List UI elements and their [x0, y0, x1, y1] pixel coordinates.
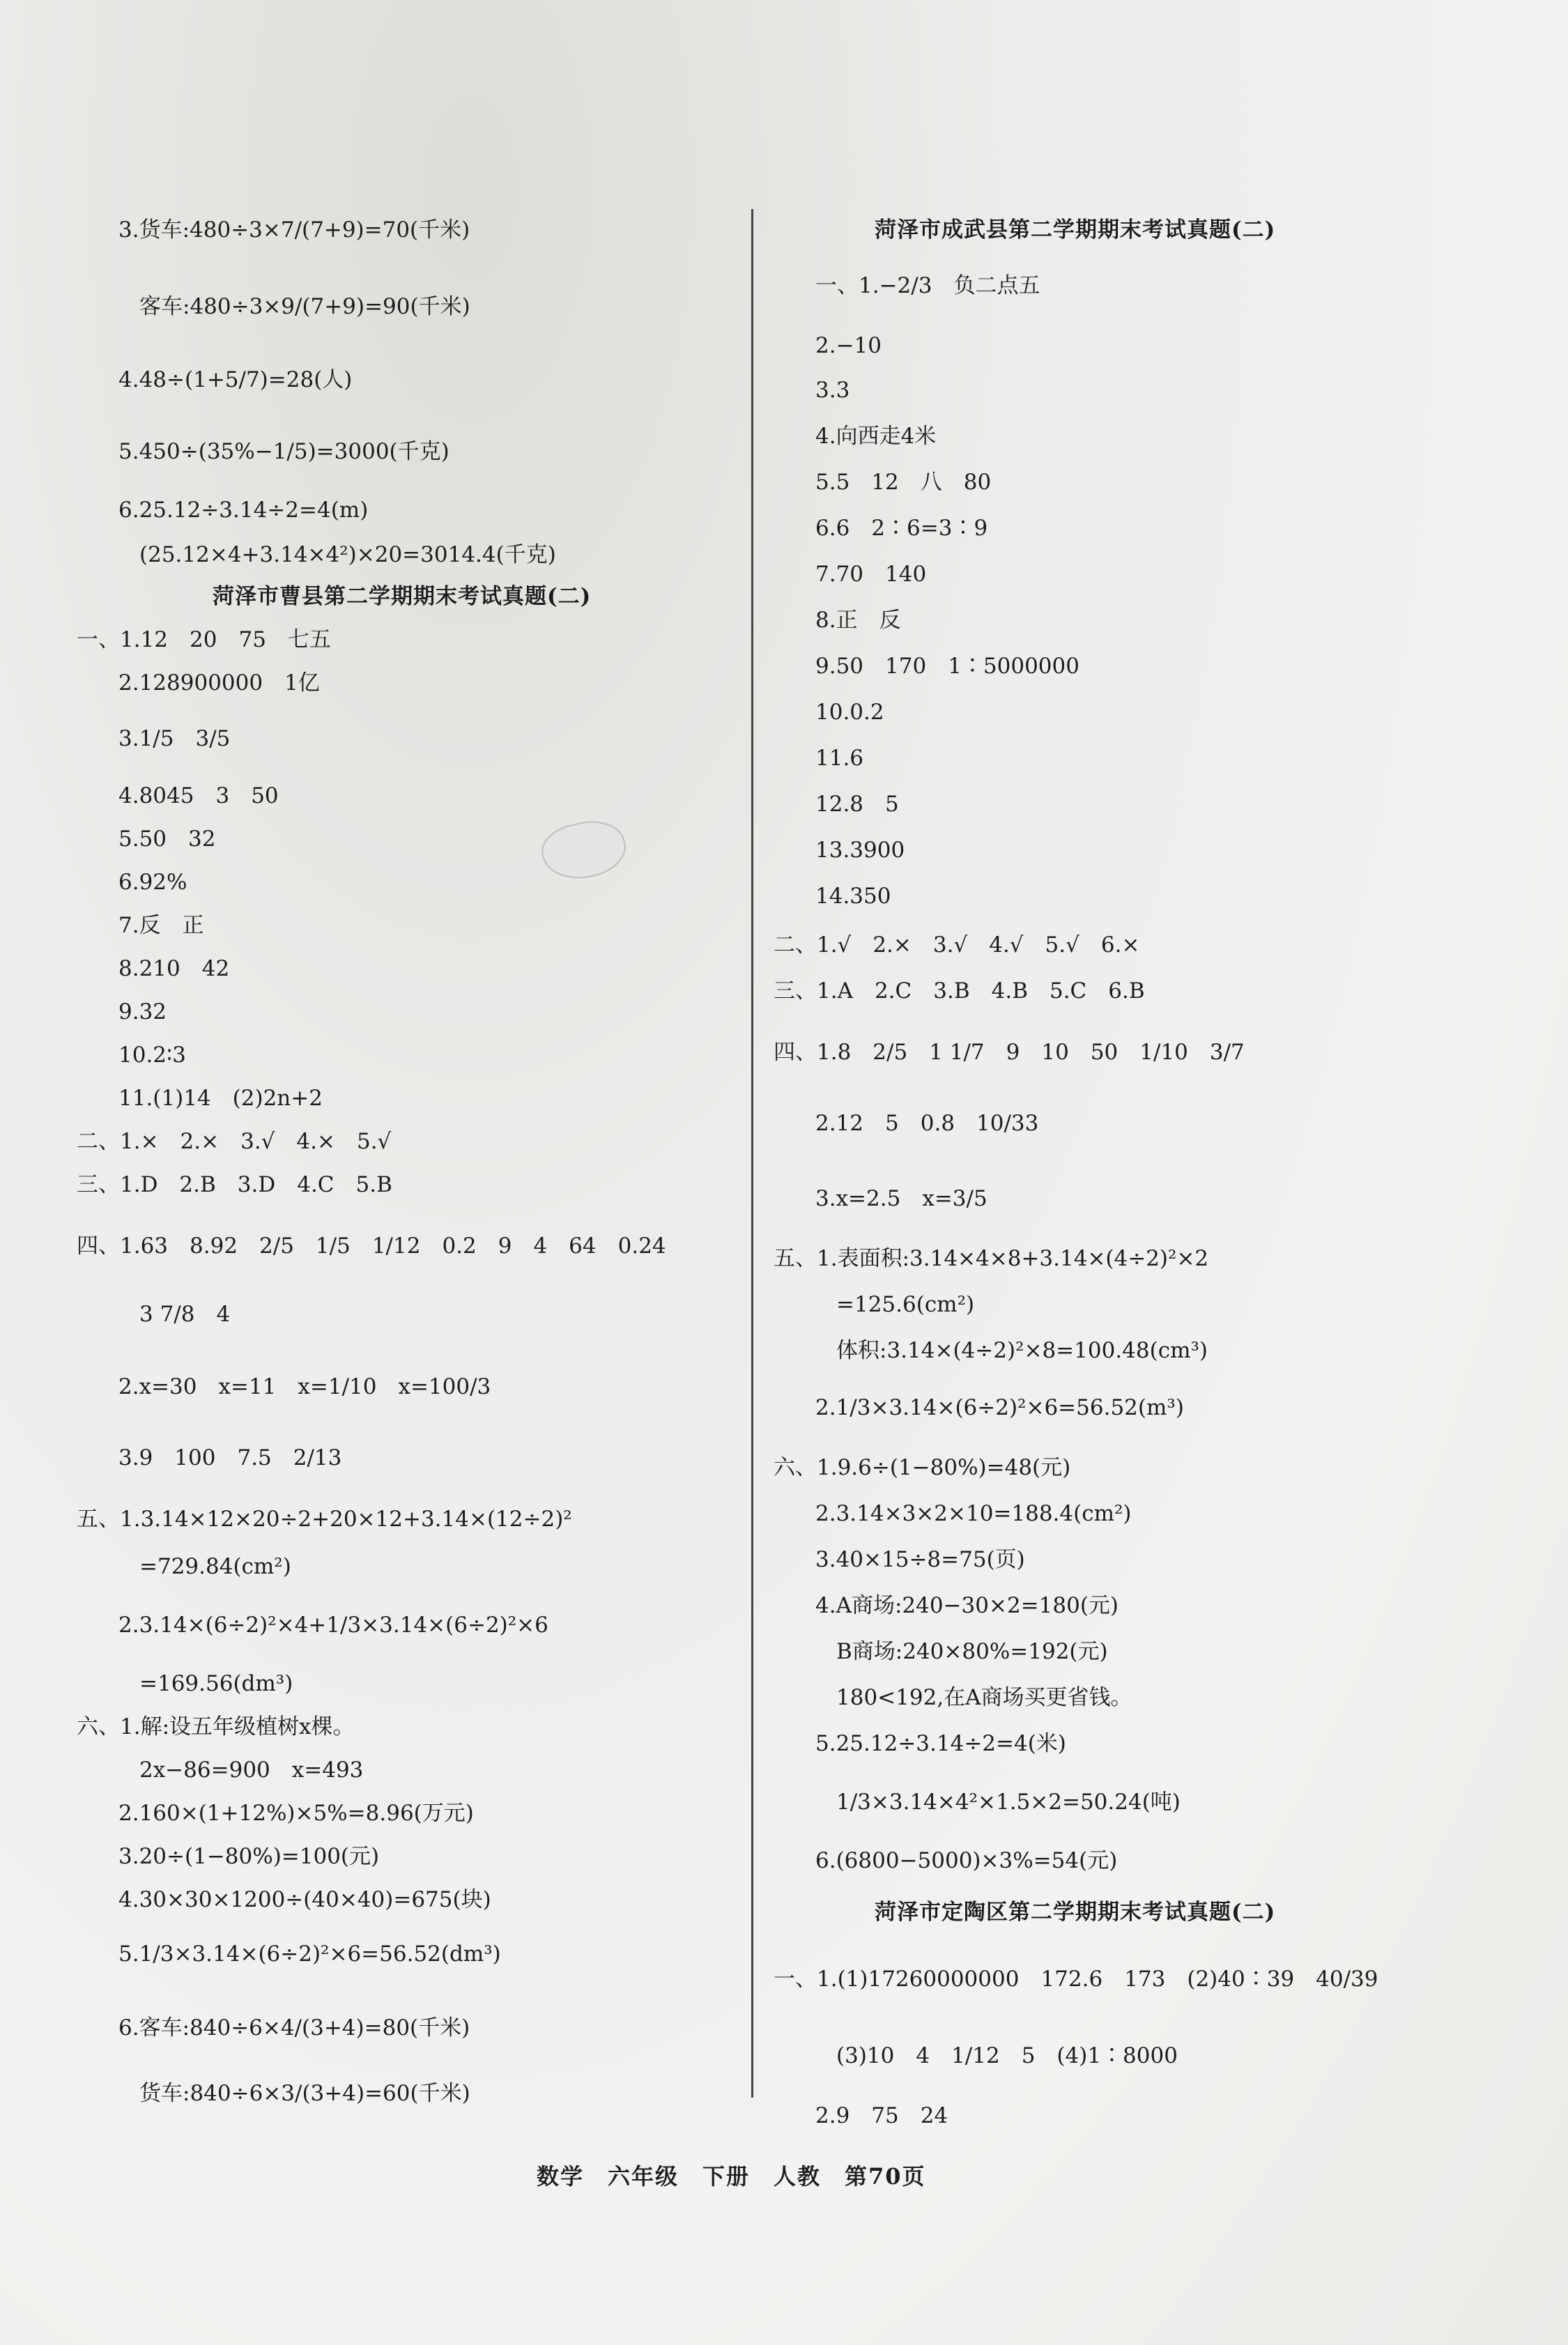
answer-line: 六、1.解:设五年级植树x棵。	[77, 1714, 355, 1739]
section-title: 菏泽市曹县第二学期期末考试真题(二)	[213, 584, 592, 609]
answer-line: 6.92%	[118, 870, 187, 895]
answer-line: 3 7/8 4	[139, 1302, 231, 1327]
section-title: 菏泽市成武县第二学期期末考试真题(二)	[875, 217, 1276, 243]
answer-line: 9.32	[118, 999, 167, 1024]
answer-line: 3.x=2.5 x=3/5	[815, 1186, 987, 1211]
answer-line: 2.12 5 0.8 10/33	[815, 1111, 1039, 1136]
answer-line: 8.正 反	[815, 608, 901, 633]
answer-line: 5.25.12÷3.14÷2=4(米)	[815, 1731, 1066, 1756]
answer-line: 13.3900	[815, 838, 905, 863]
answer-line: 14.350	[815, 884, 891, 909]
answer-line: 4.向西走4米	[815, 424, 937, 449]
answer-line: 2.1/3×3.14×(6÷2)²×6=56.52(m³)	[815, 1395, 1184, 1420]
answer-line: 2.−10	[815, 333, 882, 358]
answer-line: (3)10 4 1/12 5 (4)1∶8000	[836, 2043, 1178, 2068]
answer-line: 3.货车:480÷3×7/(7+9)=70(千米)	[118, 217, 470, 243]
column-divider	[751, 209, 753, 2098]
answer-line: =729.84(cm²)	[139, 1554, 291, 1579]
answer-line: 3.9 100 7.5 2/13	[118, 1445, 342, 1470]
answer-line: 2.128900000 1亿	[118, 670, 320, 695]
answer-line: 6.客车:840÷6×4/(3+4)=80(千米)	[118, 2015, 470, 2040]
answer-line: 一、1.(1)17260000000 172.6 173 (2)40∶39 40/39	[774, 1967, 1378, 1992]
answer-line: 4.48÷(1+5/7)=28(人)	[118, 367, 353, 392]
answer-line: =169.56(dm³)	[139, 1671, 293, 1696]
answer-line: B商场:240×80%=192(元)	[836, 1639, 1108, 1664]
answer-line: 五、1.3.14×12×20÷2+20×12+3.14×(12÷2)²	[77, 1507, 572, 1532]
answer-line: 客车:480÷3×9/(7+9)=90(千米)	[139, 294, 470, 319]
answer-line: 二、1.√ 2.× 3.√ 4.√ 5.√ 6.×	[774, 932, 1140, 958]
answer-line: 4.30×30×1200÷(40×40)=675(块)	[118, 1887, 491, 1912]
answer-line: 10.2∶3	[118, 1043, 186, 1068]
answer-line: 8.210 42	[118, 956, 230, 981]
answer-line: 6.(6800−5000)×3%=54(元)	[815, 1848, 1118, 1873]
answer-line: 180<192,在A商场买更省钱。	[836, 1685, 1132, 1710]
answer-line: =125.6(cm²)	[836, 1292, 975, 1317]
answer-line: 2.160×(1+12%)×5%=8.96(万元)	[118, 1801, 474, 1826]
answer-line: 3.20÷(1−80%)=100(元)	[118, 1844, 380, 1869]
answer-line: 11.(1)14 (2)2n+2	[118, 1086, 323, 1111]
answer-line: 2.9 75 24	[815, 2103, 948, 2128]
page-footer: 数学 六年级 下册 人教 第70页	[537, 2163, 926, 2190]
answer-line: 二、1.× 2.× 3.√ 4.× 5.√	[77, 1129, 392, 1154]
answer-line: 货车:840÷6×3/(3+4)=60(千米)	[139, 2081, 470, 2106]
answer-line: 7.70 140	[815, 562, 927, 587]
answer-line: 4.A商场:240−30×2=180(元)	[815, 1593, 1119, 1618]
answer-line: 9.50 170 1∶5000000	[815, 654, 1079, 679]
answer-line: 四、1.8 2/5 1 1/7 9 10 50 1/10 3/7	[774, 1040, 1245, 1065]
answer-line: 7.反 正	[118, 913, 204, 938]
answer-line: 四、1.63 8.92 2/5 1/5 1/12 0.2 9 4 64 0.24	[77, 1233, 666, 1259]
answer-line: 5.450÷(35%−1/5)=3000(千克)	[118, 439, 449, 464]
answer-line: 三、1.D 2.B 3.D 4.C 5.B	[77, 1172, 392, 1197]
answer-line: 一、1.12 20 75 七五	[77, 627, 331, 652]
answer-line: 3.40×15÷8=75(页)	[815, 1547, 1025, 1572]
answer-line: 五、1.表面积:3.14×4×8+3.14×(4÷2)²×2	[774, 1246, 1209, 1271]
answer-line: 5.5 12 八 80	[815, 470, 992, 495]
answer-line: 12.8 5	[815, 792, 899, 817]
answer-line: 体积:3.14×(4÷2)²×8=100.48(cm³)	[836, 1338, 1208, 1363]
answer-line: 2.3.14×(6÷2)²×4+1/3×3.14×(6÷2)²×6	[118, 1613, 548, 1638]
answer-line: 2.x=30 x=11 x=1/10 x=100/3	[118, 1374, 491, 1399]
answer-line: 一、1.−2/3 负二点五	[815, 273, 1040, 298]
answer-line: 3.1/5 3/5	[118, 726, 231, 751]
answer-line: (25.12×4+3.14×4²)×20=3014.4(千克)	[139, 542, 556, 567]
answer-line: 4.8045 3 50	[118, 783, 279, 808]
answer-line: 2x−86=900 x=493	[139, 1758, 364, 1783]
answer-line: 10.0.2	[815, 700, 884, 725]
answer-line: 六、1.9.6÷(1−80%)=48(元)	[774, 1455, 1071, 1480]
answer-line: 5.1/3×3.14×(6÷2)²×6=56.52(dm³)	[118, 1942, 501, 1967]
answer-line: 三、1.A 2.C 3.B 4.B 5.C 6.B	[774, 978, 1145, 1004]
answer-line: 3.3	[815, 378, 850, 403]
section-title: 菏泽市定陶区第二学期期末考试真题(二)	[875, 1900, 1276, 1925]
answer-line: 2.3.14×3×2×10=188.4(cm²)	[815, 1501, 1132, 1526]
answer-line: 6.25.12÷3.14÷2=4(m)	[118, 498, 369, 523]
answer-line: 11.6	[815, 746, 864, 771]
answer-line: 1/3×3.14×4²×1.5×2=50.24(吨)	[836, 1790, 1181, 1815]
answer-line: 5.50 32	[118, 826, 216, 852]
answer-line: 6.6 2∶6=3∶9	[815, 516, 988, 541]
